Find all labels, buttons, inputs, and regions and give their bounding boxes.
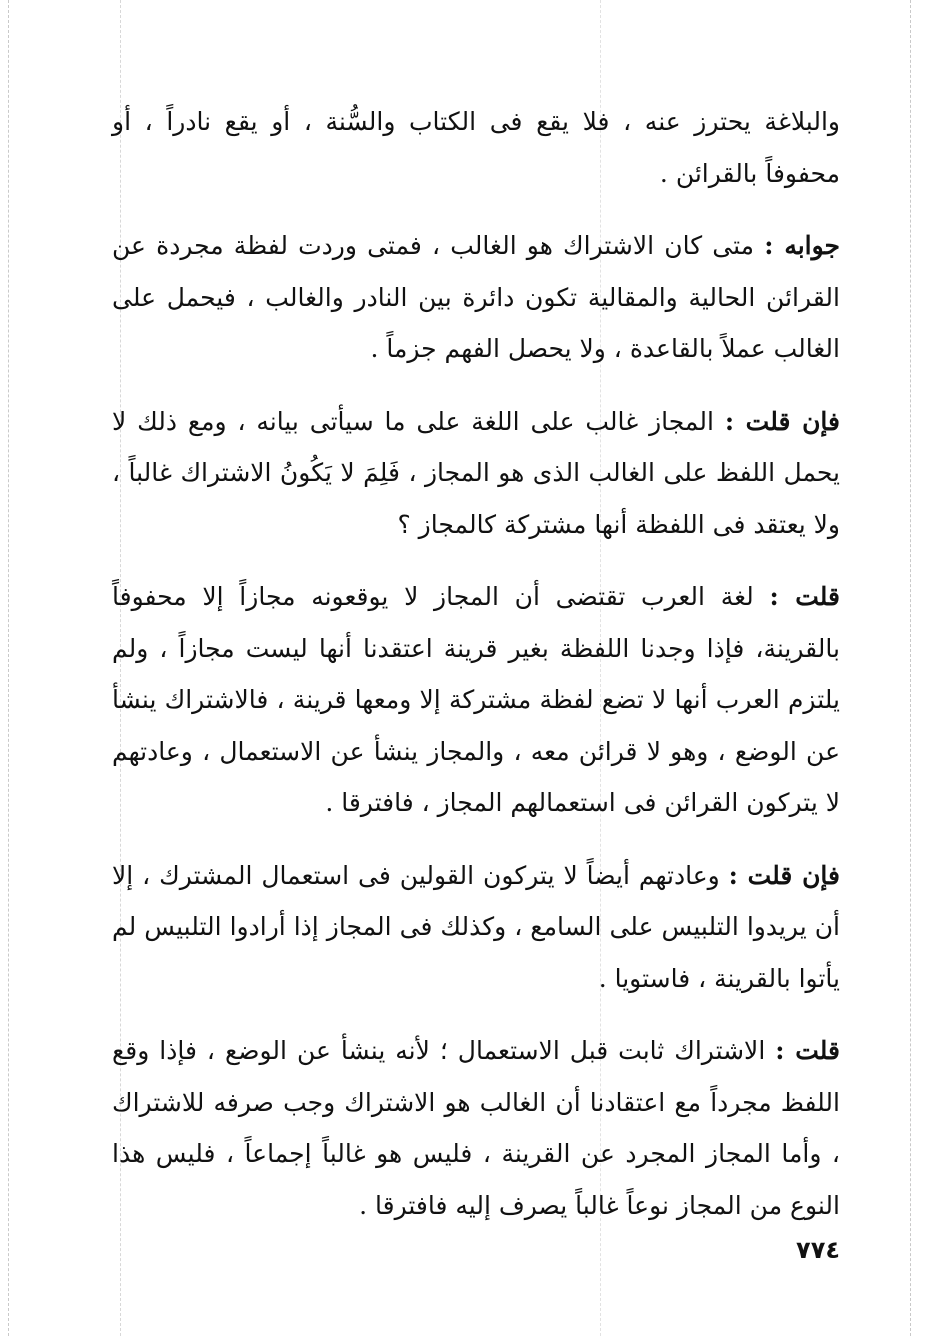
paragraph: [112, 850, 840, 1005]
paragraph-text: وعادتهم أيضاً لا يتركون القولين فى استعمال المشترك ، إلا أن يريدوا التلبيس على السامع ، وكذلك فى المجاز إذا أرادوا التلبيس لم يأتوا بالقرينة ، فاستويا .: [112, 860, 840, 993]
paragraph: [112, 571, 840, 829]
paragraph-lead: جوابه :: [764, 231, 840, 260]
paragraph-text: لغة العرب تقتضى أن المجاز لا يوقعونه مجازاً إلا محفوفاً بالقرينة، فإذا وجدنا اللفظة بغير قرينة اعتقدنا أنها ليست مجازاً ، ولم يلتزم العرب أنها لا تضع لفظة مشتركة إلا ومعها قرينة ، فالاشتراك ينشأ عن الوضع ، وهو لا قرائن معه ، والمجاز ينشأ عن الاستعمال ، وعادتهم لا يتركون القرائن فى استعمالهم المجاز ، فافترقا .: [112, 582, 840, 817]
paragraph: [112, 220, 840, 375]
paragraph-lead: فإن قلت :: [724, 406, 840, 436]
paragraph-text: الاشتراك ثابت قبل الاستعمال ؛ لأنه ينشأ عن الوضع ، فإذا وقع اللفظ مجرداً مع اعتقادنا أن الغالب هو الاشتراك وجب صرفه للاشتراك ، وأما المجاز المجرد عن القرينة ، فليس هو غالباً إجماعاً ، فليس هذا النوع من المجاز نوعاً غالباً يصرف إليه فافترقا .: [112, 1036, 840, 1220]
paragraph: [112, 396, 840, 551]
scan-margin-line-left: [8, 0, 9, 1336]
paragraph-lead: قلت :: [769, 582, 840, 611]
text-body: [112, 96, 840, 1252]
paragraph-lead: فإن قلت :: [728, 860, 840, 890]
paragraph: [112, 96, 840, 199]
page-number: ٧٧٤: [796, 1236, 840, 1264]
paragraph: [112, 1025, 840, 1231]
paragraph-text: متى كان الاشتراك هو الغالب ، فمتى وردت لفظة مجردة عن القرائن الحالية والمقالية تكون دائرة بين النادر والغالب ، فيحمل على الغالب عملاً بالقاعدة ، ولا يحصل الفهم جزماً .: [112, 231, 840, 363]
scan-margin-line-right: [910, 0, 911, 1336]
paragraph-lead: قلت :: [775, 1036, 840, 1065]
paragraph-text: والبلاغة يحترز عنه ، فلا يقع فى الكتاب والسُّنة ، أو يقع نادراً ، أو محفوفاً بالقرائن .: [112, 107, 840, 188]
paragraph-text: المجاز غالب على اللغة على ما سيأتى بيانه ، ومع ذلك لا يحمل اللفظ على الغالب الذى هو المجاز ، فَلِمَ لا يَكُونُ الاشتراك غالباً ، ولا يعتقد فى اللفظة أنها مشتركة كالمجاز ؟: [112, 406, 840, 539]
